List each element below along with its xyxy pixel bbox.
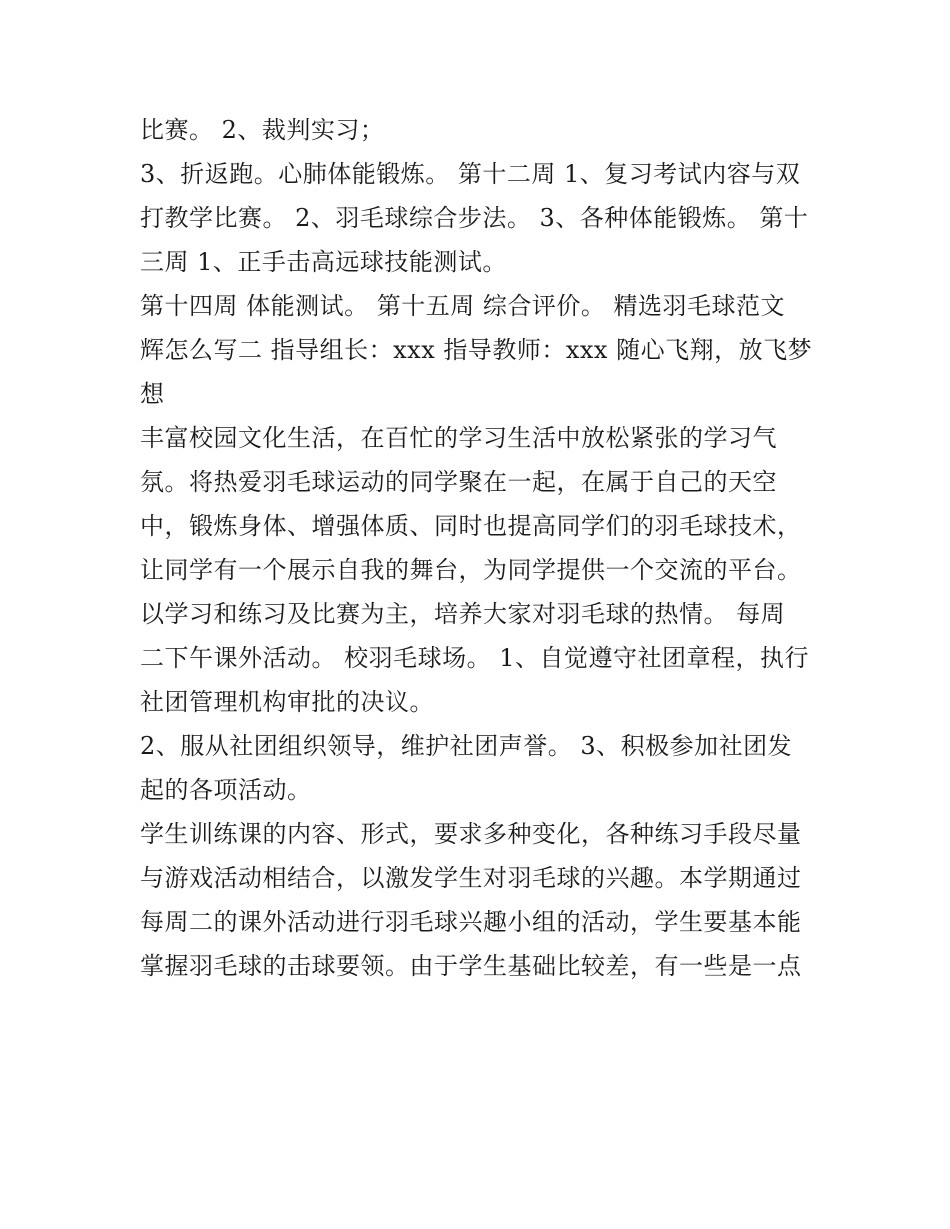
- text-line: 每周二的课外活动进行羽毛球兴趣小组的活动，学生要基本能: [140, 908, 802, 936]
- text-line: 掌握羽毛球的击球要领。由于学生基础比较差，有一些是一点: [140, 952, 802, 980]
- text-line: 想: [140, 380, 165, 408]
- text-line: 辉怎么写二 指导组长：xxx 指导教师：xxx 随心飞翔，放飞梦: [140, 336, 813, 364]
- text-line: 第十四周 体能测试。 第十五周 综合评价。 精选羽毛球范文: [140, 292, 786, 320]
- text-line: 起的各项活动。: [140, 776, 312, 804]
- text-line: 2、服从社团组织领导，维护社团声誉。 3、积极参加社团发: [140, 732, 793, 760]
- text-line: 中，锻炼身体、增强体质、同时也提高同学们的羽毛球技术，: [140, 512, 802, 540]
- text-line: 让同学有一个展示自我的舞台，为同学提供一个交流的平台。: [140, 556, 802, 584]
- text-line: 学生训练课的内容、形式，要求多种变化，各种练习手段尽量: [140, 820, 802, 848]
- text-line: 比赛。 2、裁判实习；: [140, 116, 385, 144]
- document-body: [140, 108, 820, 988]
- text-line: 3、折返跑。心肺体能锻炼。 第十二周 1、复习考试内容与双: [140, 160, 801, 188]
- text-line: 二下午课外活动。 校羽毛球场。 1、自觉遵守社团章程，执行: [140, 644, 810, 672]
- text-line: 氛。将热爱羽毛球运动的同学聚在一起，在属于自己的天空: [140, 468, 777, 496]
- text-line: 以学习和练习及比赛为主，培养大家对羽毛球的热情。 每周: [140, 600, 786, 628]
- text-line: 丰富校园文化生活，在百忙的学习生活中放松紧张的学习气: [140, 424, 777, 452]
- text-line: 与游戏活动相结合，以激发学生对羽毛球的兴趣。本学期通过: [140, 864, 802, 892]
- text-line: 三周 1、正手击高远球技能测试。: [140, 248, 507, 276]
- text-line: 社团管理机构审批的决议。: [140, 688, 434, 716]
- text-line: 打教学比赛。 2、羽毛球综合步法。 3、各种体能锻炼。 第十: [140, 204, 809, 232]
